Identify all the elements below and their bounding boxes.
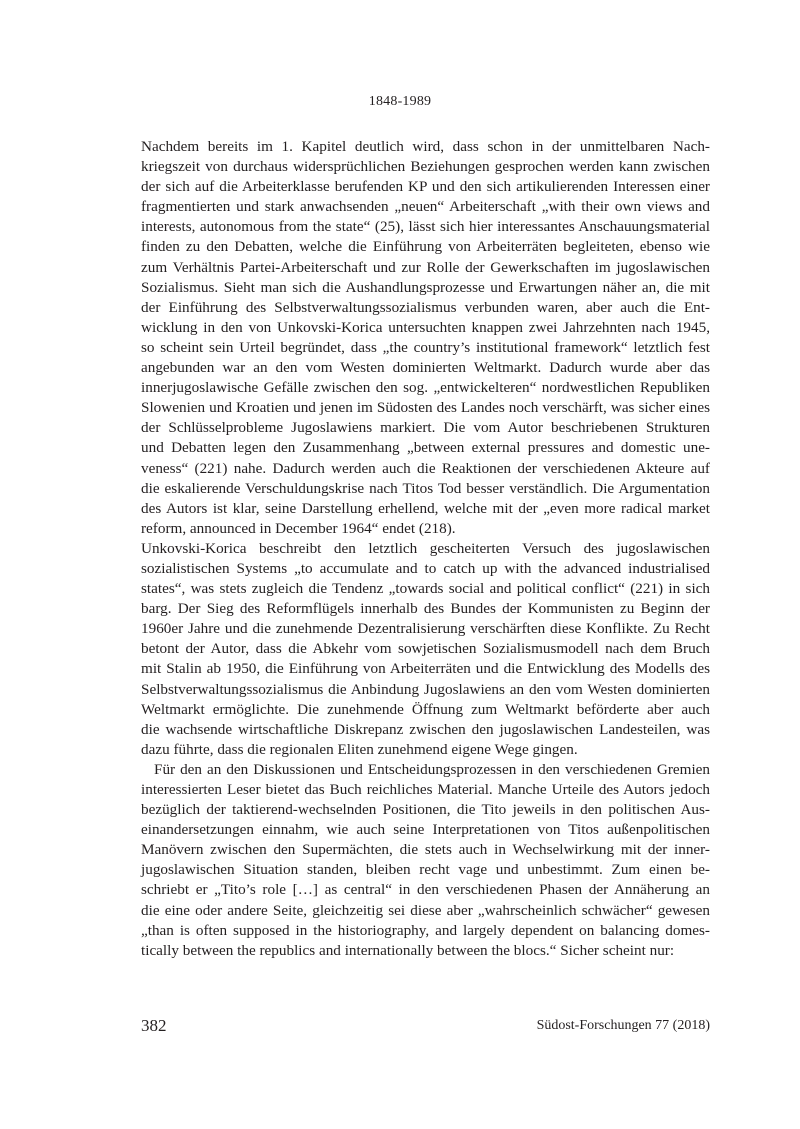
text-line: schriebt er „Tito’s role […] as central“ in den verschiedenen Phasen der Annäherung an bbox=[141, 881, 710, 899]
text-line: dazu führte, dass die regionalen Eliten zunehmend eigene Wege gingen. bbox=[141, 740, 578, 758]
text-line: angebunden war an den vom Westen dominierten Weltmarkt. Dadurch wurde aber das bbox=[141, 359, 710, 377]
text-line: states“, was stets zugleich die Tendenz „towards social and political conflict“ (221) in sich bbox=[141, 580, 710, 598]
running-head: 1848-1989 bbox=[368, 94, 432, 109]
text-line: zum Verhältnis Partei-Arbeiterschaft und zur Rolle der Gewerkschaften im jugoslawischen bbox=[141, 258, 710, 276]
text-line: sozialistischen Systems „to accumulate and to catch up with the advanced industrialised bbox=[141, 559, 710, 577]
text-line: Weltmarkt ermöglichte. Die zunehmende Öffnung zum Weltmarkt beförderte aber auch bbox=[141, 700, 710, 718]
text-line: innerjugoslawische Gefälle zwischen den sog. „entwickelteren“ nordwestlichen Republiken bbox=[141, 379, 710, 397]
text-line: tically between the republics and internationally between the blocs.“ Sicher scheint nur: bbox=[141, 941, 675, 959]
text-line: finden zu den Debatten, welche die Einführung von Arbeiterräten begleiteten, ebenso wie bbox=[141, 238, 710, 256]
text-line: so scheint sein Urteil begründet, dass „the country’s institutional framework“ letztlich fest bbox=[141, 338, 710, 356]
journal-footer: Südost-Forschungen 77 (2018) bbox=[536, 1018, 710, 1033]
text-line: veness“ (221) nahe. Dadurch werden auch die Reaktionen der verschiedenen Akteure auf bbox=[141, 459, 710, 477]
text-line: Unkovski-Korica beschreibt den letztlich gescheiterten Versuch des jugoslawischen bbox=[141, 539, 710, 557]
text-line: barg. Der Sieg des Reformflügels innerhalb des Bundes der Kommunisten zu Beginn der bbox=[141, 600, 710, 618]
text-line: 1960er Jahre und die zunehmende Dezentralisierung verschärften diese Konflikte. Zu Recht bbox=[141, 620, 710, 638]
text-line: Slowenien und Kroatien und jenen im Südosten des Landes noch verschärft, was sicher eines bbox=[141, 399, 710, 417]
text-line: Nachdem bereits im 1. Kapitel deutlich wird, dass schon in der unmittelbaren Nach- bbox=[141, 138, 710, 155]
text-line: des Autors ist klar, seine Darstellung erhellend, welche mit der „even more radical market bbox=[141, 499, 710, 517]
text-line: der sich auf die Arbeiterklasse berufenden KP und den sich artikulierenden Interessen einer bbox=[141, 178, 710, 196]
text-line: jugoslawischen Situation standen, bleiben recht vage und unbestimmt. Zum einen be- bbox=[141, 861, 710, 879]
text-line: mit Stalin ab 1950, die Einführung von Arbeiterräten und die Entwicklung des Modells des bbox=[141, 660, 710, 678]
text-line: fragmentierten und stark anwachsenden „neuen“ Arbeiterschaft „with their own views and bbox=[141, 198, 710, 216]
text-line: Sozialismus. Sieht man sich die Aushandlungsprozesse und Erwartungen näher an, die mit bbox=[141, 278, 710, 296]
text-line: die wachsende wirtschaftliche Diskrepanz zwischen den jugoslawischen Landesteilen, was bbox=[141, 720, 710, 738]
text-line: der Einführung des Selbstverwaltungssozialismus verbunden waren, aber auch die Ent- bbox=[141, 298, 710, 316]
text-line: Manövern zwischen den Supermächten, die stets auch in Wechselwirkung mit der inner- bbox=[141, 841, 710, 859]
text-line: interessierten Leser bietet das Buch reichliches Material. Manche Urteile des Autors jedoch bbox=[141, 781, 710, 798]
paragraph bbox=[141, 137, 710, 539]
text-line: kriegszeit von durchaus widersprüchlichen Beziehungen gesprochen werden kann zwischen bbox=[141, 158, 710, 176]
text-line: Für den an den Diskussionen und Entscheidungsprozessen in den verschiedenen Gremien bbox=[154, 760, 710, 778]
text-line: Selbstverwaltungssozialismus die Anbindung Jugoslawiens an den vom Westen dominierten bbox=[141, 680, 710, 698]
body-text bbox=[141, 137, 710, 961]
text-line: betont der Autor, dass die Abkehr vom sowjetischen Sozialismusmodell nach dem Bruch bbox=[141, 640, 710, 658]
text-line: der Schlüsselprobleme Jugoslawiens markiert. Die vom Autor beschriebenen Strukturen bbox=[141, 419, 710, 437]
text-line: die eine oder andere Seite, gleichzeitig sei diese aber „wahrscheinlich schwächer“ gewesen bbox=[141, 901, 710, 919]
text-line: die eskalierende Verschuldungskrise nach Titos Tod besser verständlich. Die Argumentation bbox=[141, 479, 710, 497]
text-line: wicklung in den von Unkovski-Korica untersuchten knappen zwei Jahrzehnten nach 1945, bbox=[141, 318, 710, 336]
text-line: reform, announced in December 1964“ endet (218). bbox=[141, 519, 456, 537]
text-line: interests, autonomous from the state“ (25), lässt sich hier interessantes Anschauungsmaterial bbox=[141, 218, 710, 236]
text-line: bezüglich der taktierend-wechselnden Positionen, die Tito jeweils in den politischen Aus- bbox=[141, 801, 710, 819]
text-line: „than is often supposed in the historiography, and largely dependent on balancing domes- bbox=[141, 921, 710, 939]
text-line: und Debatten legen den Zusammenhang „between external pressures and domestic une- bbox=[141, 439, 710, 457]
page-number: 382 bbox=[141, 1016, 167, 1035]
paragraph bbox=[141, 539, 710, 760]
paragraph bbox=[141, 760, 710, 961]
text-line: einandersetzungen einnahm, wie auch seine Interpretationen von Titos außenpolitischen bbox=[141, 821, 710, 839]
